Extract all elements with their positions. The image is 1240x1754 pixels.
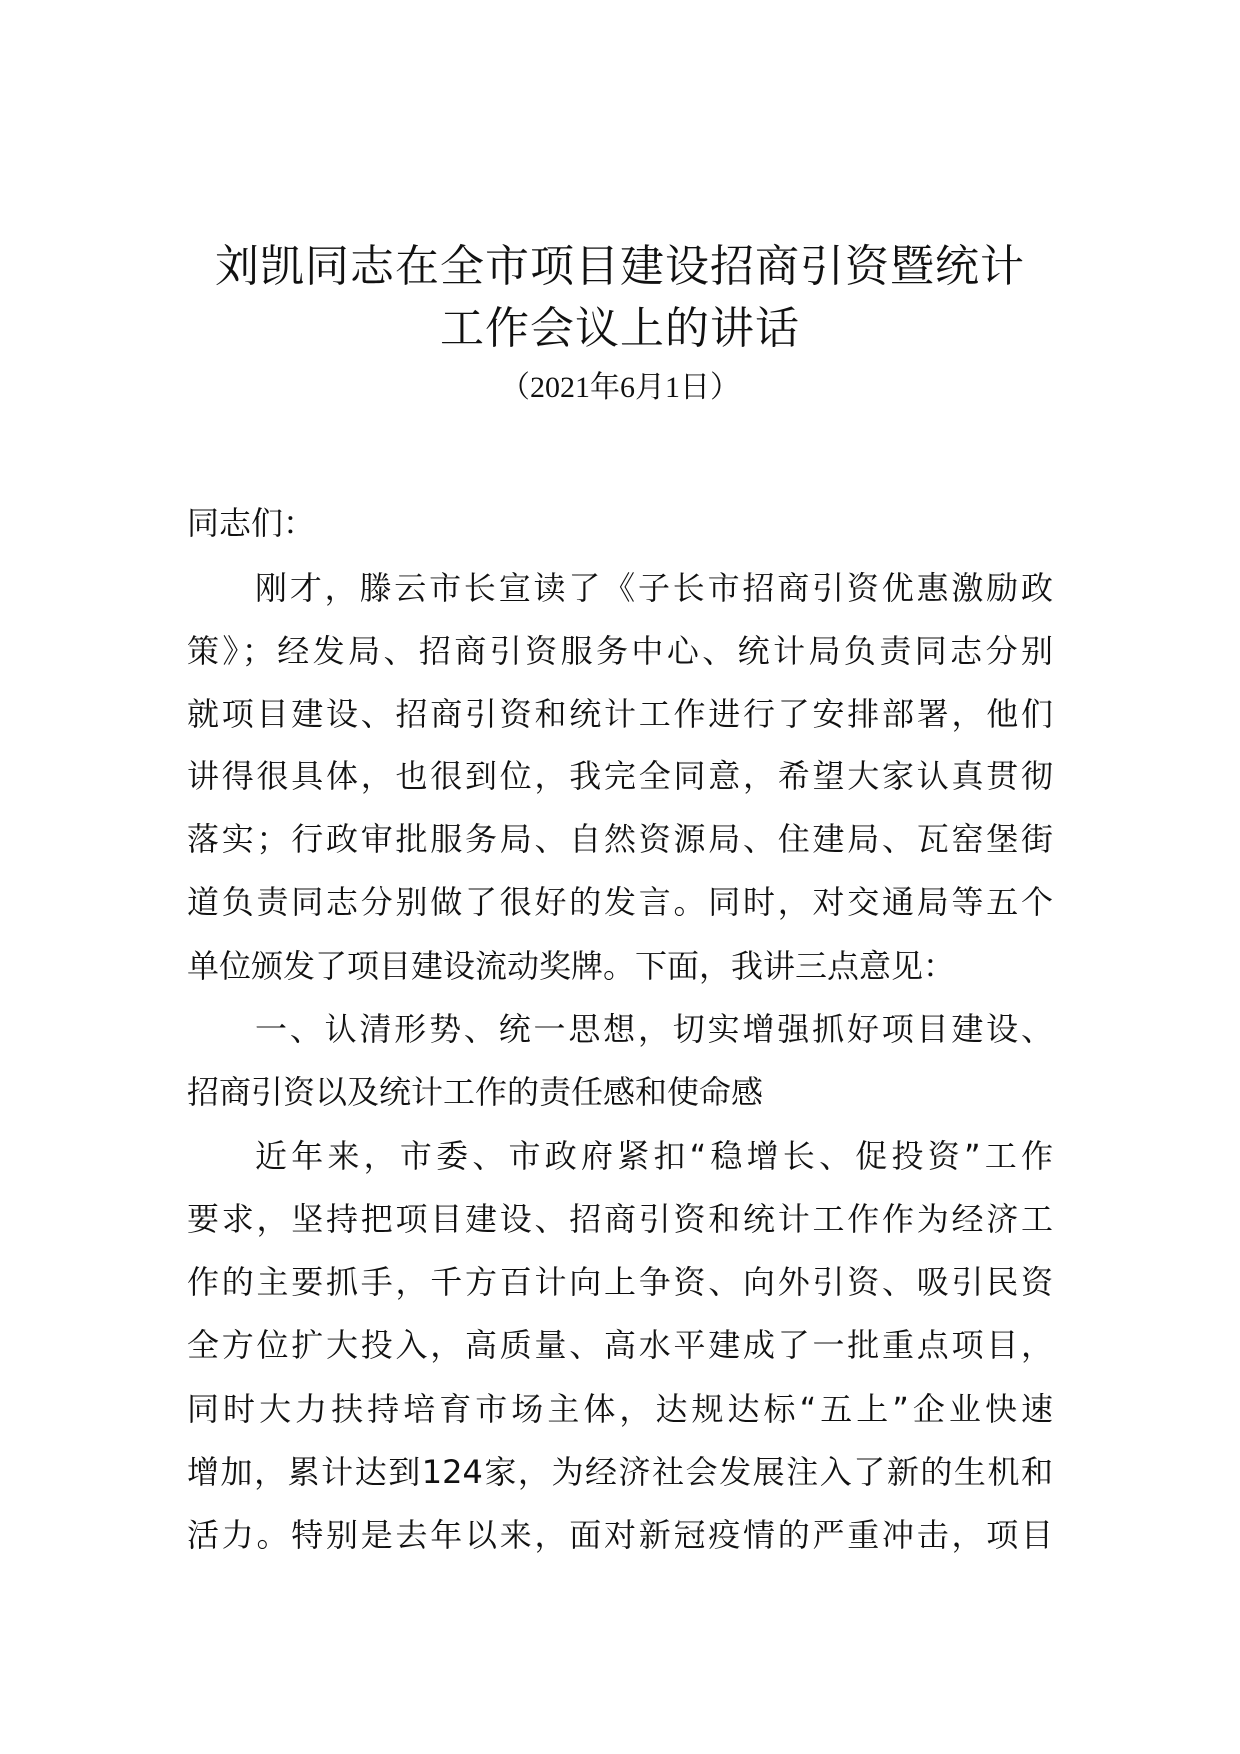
body-line: 增加，累计达到124家，为经济社会发展注入了新的生机和 (187, 1453, 1053, 1491)
body-line: 刚才，滕云市长宣读了《子长市招商引资优惠激励政 (255, 569, 1053, 607)
body-line: 讲得很具体，也很到位，我完全同意，希望大家认真贯彻 (187, 757, 1053, 795)
body-line: 就项目建设、招商引资和统计工作进行了安排部署，他们 (187, 695, 1053, 733)
document-date: （2021年6月1日） (500, 371, 740, 404)
body-line: 策》；经发局、招商引资服务中心、统计局负责同志分别 (187, 632, 1053, 670)
salutation: 同志们： (187, 504, 316, 542)
body-line: 落实；行政审批服务局、自然资源局、住建局、瓦窑堡街 (187, 820, 1053, 858)
section-heading-line: 一、认清形势、统一思想，切实增强抓好项目建设、 (255, 1010, 1053, 1048)
body-line: 单位颁发了项目建设流动奖牌。下面，我讲三点意见： (187, 947, 956, 985)
body-line: 要求，坚持把项目建设、招商引资和统计工作作为经济工 (187, 1200, 1053, 1238)
body-line: 道负责同志分别做了很好的发言。同时，对交通局等五个 (187, 883, 1053, 921)
body-line: 作的主要抓手，千方百计向上争资、向外引资、吸引民资 (187, 1263, 1053, 1301)
body-line: 活力。特别是去年以来，面对新冠疫情的严重冲击，项目 (187, 1516, 1053, 1554)
section-heading-line: 招商引资以及统计工作的责任感和使命感 (187, 1073, 764, 1111)
body-line: 近年来，市委、市政府紧扣“稳增长、促投资”工作 (255, 1137, 1053, 1175)
document-title-line-2: 工作会议上的讲话 (440, 303, 800, 354)
document-title-line-1: 刘凯同志在全市项目建设招商引资暨统计 (215, 241, 1025, 292)
body-line: 同时大力扶持培育市场主体，达规达标“五上”企业快速 (187, 1390, 1053, 1428)
body-line: 全方位扩大投入，高质量、高水平建成了一批重点项目， (187, 1326, 1053, 1364)
